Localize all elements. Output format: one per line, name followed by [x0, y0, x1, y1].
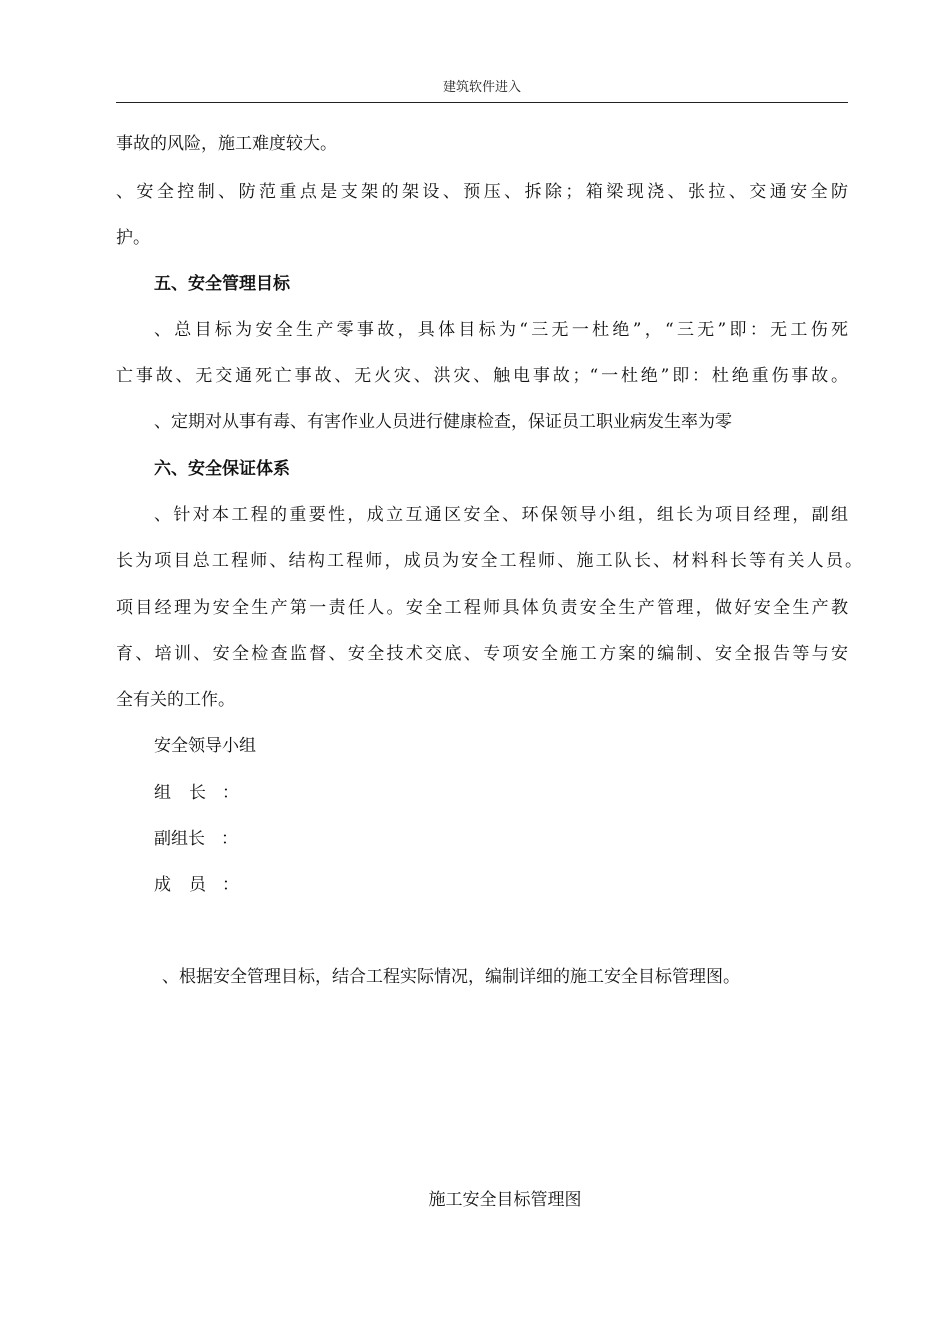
- paragraph-line: 育、培训、安全检查监督、安全技术交底、专项安全施工方案的编制、安全报告等与安: [116, 644, 848, 664]
- leader-label: 组长: [154, 783, 206, 803]
- deputy-colon: ：: [221, 829, 238, 849]
- figure-caption: 施工安全目标管理图: [428, 1190, 582, 1210]
- leader-row: [154, 783, 239, 803]
- paragraph-line: 项目经理为安全生产第一责任人。安全工程师具体负责安全生产管理，做好安全生产教: [116, 598, 848, 618]
- section-heading-6: 六、安全保证体系: [154, 459, 290, 479]
- deputy-label: 副组长: [154, 829, 205, 849]
- group-title: 安全领导小组: [154, 736, 256, 756]
- member-row: [154, 875, 239, 895]
- leader-colon: ：: [222, 783, 239, 803]
- paragraph-line: 、定期对从事有毒、有害作业人员进行健康检查，保证员工职业病发生率为零: [154, 412, 732, 432]
- page-header: 建筑软件进入: [442, 80, 521, 95]
- paragraph-line: 护。: [116, 228, 150, 248]
- section-heading-5: 五、安全管理目标: [154, 274, 290, 294]
- paragraph-line: 全有关的工作。: [116, 690, 235, 710]
- paragraph-line: 长为项目总工程师、结构工程师，成员为安全工程师、施工队长、材料科长等有关人员。: [116, 551, 862, 571]
- paragraph-line: 、安全控制、防范重点是支架的架设、预压、拆除；箱梁现浇、张拉、交通安全防: [116, 182, 848, 202]
- paragraph-line: 、总目标为安全生产零事故，具体目标为“三无一杜绝”，“三无”即：无工伤死: [154, 320, 848, 340]
- paragraph-line: 亡事故、无交通死亡事故、无火灾、洪灾、触电事故；“一杜绝”即：杜绝重伤事故。: [116, 366, 848, 386]
- member-colon: ：: [222, 875, 239, 895]
- paragraph-line: 、针对本工程的重要性，成立互通区安全、环保领导小组，组长为项目经理，副组: [154, 505, 848, 525]
- member-label: 成员: [154, 875, 206, 895]
- header-divider: [116, 102, 848, 103]
- deputy-row: [154, 829, 238, 849]
- paragraph-line: 事故的风险，施工难度较大。: [116, 134, 337, 154]
- paragraph-line: 、根据安全管理目标，结合工程实际情况，编制详细的施工安全目标管理图。: [162, 967, 740, 987]
